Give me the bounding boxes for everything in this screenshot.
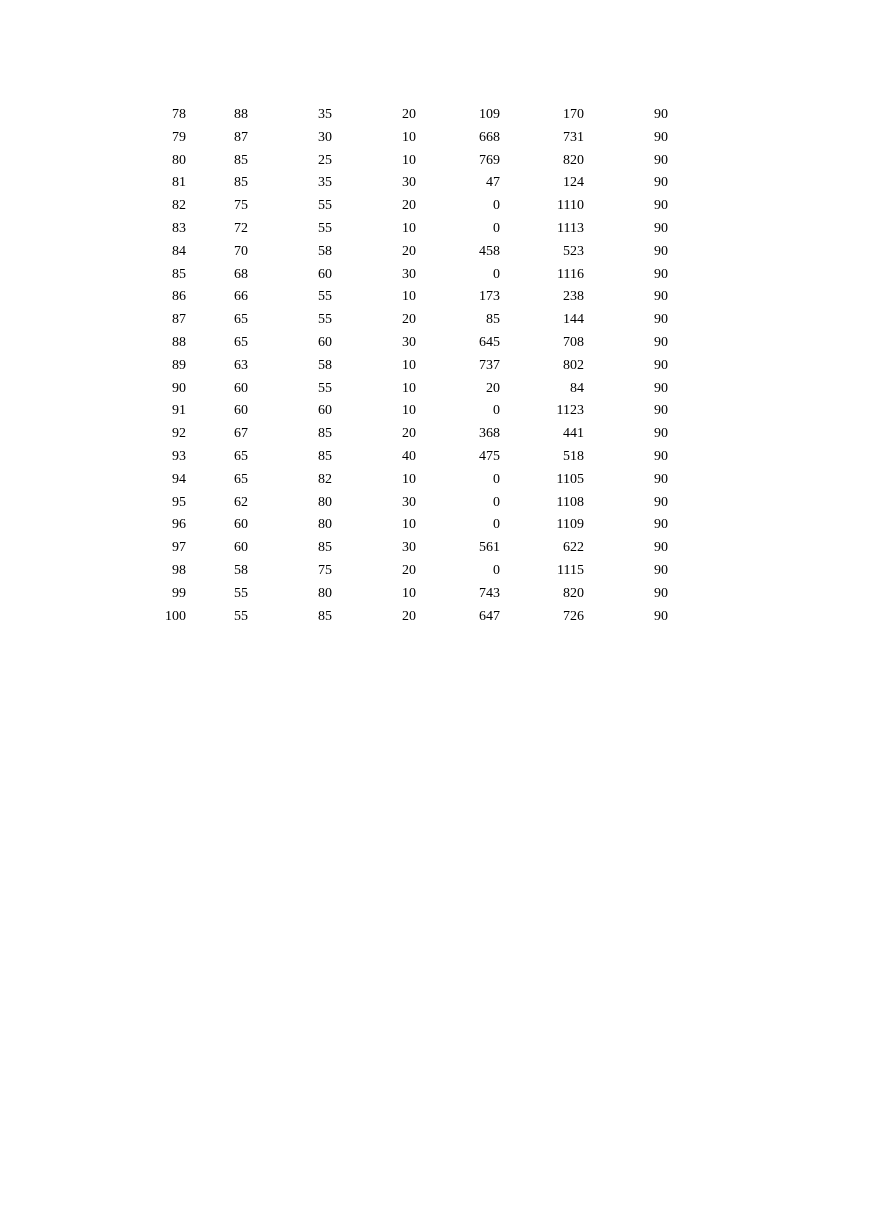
table-row bbox=[0, 355, 869, 378]
table-cell: 82 bbox=[172, 198, 186, 214]
table-cell: 90 bbox=[654, 175, 668, 191]
table-cell: 90 bbox=[654, 517, 668, 533]
table-cell: 10 bbox=[402, 129, 416, 145]
table-cell: 90 bbox=[654, 243, 668, 259]
table-cell: 82 bbox=[318, 471, 332, 487]
table-cell: 743 bbox=[479, 585, 500, 601]
table-cell: 94 bbox=[172, 471, 186, 487]
table-cell: 60 bbox=[234, 540, 248, 556]
table-cell: 70 bbox=[234, 243, 248, 259]
table-cell: 30 bbox=[402, 540, 416, 556]
table-row bbox=[0, 514, 869, 537]
table-cell: 80 bbox=[318, 585, 332, 601]
table-cell: 85 bbox=[318, 540, 332, 556]
table-cell: 90 bbox=[654, 357, 668, 373]
table-cell: 10 bbox=[402, 471, 416, 487]
table-cell: 58 bbox=[318, 243, 332, 259]
table-cell: 10 bbox=[402, 517, 416, 533]
table-cell: 98 bbox=[172, 562, 186, 578]
table-cell: 1113 bbox=[557, 220, 584, 236]
table-cell: 238 bbox=[563, 289, 584, 305]
table-cell: 60 bbox=[318, 403, 332, 419]
table-cell: 87 bbox=[172, 312, 186, 328]
table-cell: 0 bbox=[493, 198, 500, 214]
table-cell: 820 bbox=[563, 152, 584, 168]
table-cell: 84 bbox=[570, 380, 584, 396]
table-cell: 523 bbox=[563, 243, 584, 259]
table-cell: 35 bbox=[318, 107, 332, 122]
table-cell: 668 bbox=[479, 129, 500, 145]
table-row bbox=[0, 560, 869, 583]
table-cell: 96 bbox=[172, 517, 186, 533]
table-cell: 55 bbox=[318, 198, 332, 214]
table-cell: 0 bbox=[493, 562, 500, 578]
table-cell: 30 bbox=[402, 266, 416, 282]
data-table bbox=[0, 104, 869, 628]
table-cell: 124 bbox=[563, 175, 584, 191]
table-cell: 10 bbox=[402, 220, 416, 236]
table-cell: 802 bbox=[563, 357, 584, 373]
table-row bbox=[0, 583, 869, 606]
table-cell: 91 bbox=[172, 403, 186, 419]
table-cell: 368 bbox=[479, 426, 500, 442]
table-cell: 60 bbox=[234, 380, 248, 396]
table-cell: 20 bbox=[402, 608, 416, 624]
table-cell: 72 bbox=[234, 220, 248, 236]
table-cell: 170 bbox=[563, 107, 584, 122]
table-cell: 88 bbox=[234, 107, 248, 122]
table-cell: 458 bbox=[479, 243, 500, 259]
table-cell: 58 bbox=[318, 357, 332, 373]
table-cell: 20 bbox=[402, 243, 416, 259]
table-cell: 30 bbox=[318, 129, 332, 145]
table-cell: 65 bbox=[234, 312, 248, 328]
table-cell: 65 bbox=[234, 334, 248, 350]
table-cell: 90 bbox=[654, 448, 668, 464]
table-cell: 68 bbox=[234, 266, 248, 282]
table-cell: 67 bbox=[234, 426, 248, 442]
table-cell: 30 bbox=[402, 494, 416, 510]
table-cell: 90 bbox=[654, 220, 668, 236]
table-cell: 90 bbox=[654, 426, 668, 442]
table-cell: 10 bbox=[402, 380, 416, 396]
table-cell: 0 bbox=[493, 471, 500, 487]
table-cell: 55 bbox=[318, 380, 332, 396]
table-cell: 79 bbox=[172, 129, 186, 145]
table-cell: 85 bbox=[234, 152, 248, 168]
table-cell: 173 bbox=[479, 289, 500, 305]
table-cell: 90 bbox=[654, 289, 668, 305]
table-cell: 80 bbox=[318, 494, 332, 510]
table-cell: 1108 bbox=[556, 494, 584, 510]
table-cell: 81 bbox=[172, 175, 186, 191]
table-cell: 518 bbox=[563, 448, 584, 464]
table-cell: 90 bbox=[654, 380, 668, 396]
table-cell: 80 bbox=[172, 152, 186, 168]
table-cell: 60 bbox=[318, 334, 332, 350]
table-cell: 20 bbox=[402, 312, 416, 328]
table-cell: 75 bbox=[318, 562, 332, 578]
table-cell: 83 bbox=[172, 220, 186, 236]
table-cell: 80 bbox=[318, 517, 332, 533]
table-row bbox=[0, 332, 869, 355]
table-cell: 1105 bbox=[556, 471, 584, 487]
table-cell: 708 bbox=[563, 334, 584, 350]
table-cell: 0 bbox=[493, 266, 500, 282]
table-cell: 55 bbox=[318, 312, 332, 328]
table-row bbox=[0, 127, 869, 150]
table-cell: 10 bbox=[402, 357, 416, 373]
table-cell: 85 bbox=[318, 448, 332, 464]
table-cell: 1123 bbox=[556, 403, 584, 419]
table-cell: 78 bbox=[172, 107, 186, 122]
table-row bbox=[0, 241, 869, 264]
table-cell: 90 bbox=[654, 152, 668, 168]
table-cell: 20 bbox=[402, 198, 416, 214]
table-cell: 441 bbox=[563, 426, 584, 442]
table-cell: 62 bbox=[234, 494, 248, 510]
table-cell: 35 bbox=[318, 175, 332, 191]
table-cell: 737 bbox=[479, 357, 500, 373]
table-cell: 144 bbox=[563, 312, 584, 328]
table-cell: 55 bbox=[234, 585, 248, 601]
table-cell: 60 bbox=[234, 403, 248, 419]
table-cell: 55 bbox=[318, 289, 332, 305]
table-row bbox=[0, 195, 869, 218]
table-cell: 90 bbox=[654, 334, 668, 350]
table-cell: 90 bbox=[654, 107, 668, 122]
table-cell: 55 bbox=[318, 220, 332, 236]
table-cell: 10 bbox=[402, 152, 416, 168]
table-cell: 92 bbox=[172, 426, 186, 442]
table-cell: 90 bbox=[654, 585, 668, 601]
table-row bbox=[0, 469, 869, 492]
table-row bbox=[0, 309, 869, 332]
table-cell: 87 bbox=[234, 129, 248, 145]
table-row bbox=[0, 446, 869, 469]
table-row bbox=[0, 286, 869, 309]
table-cell: 90 bbox=[654, 198, 668, 214]
table-cell: 10 bbox=[402, 289, 416, 305]
table-cell: 20 bbox=[486, 380, 500, 396]
table-cell: 85 bbox=[318, 426, 332, 442]
table-cell: 109 bbox=[479, 107, 500, 122]
table-cell: 89 bbox=[172, 357, 186, 373]
table-cell: 731 bbox=[563, 129, 584, 145]
table-cell: 100 bbox=[165, 608, 186, 624]
table-row bbox=[0, 150, 869, 173]
table-cell: 97 bbox=[172, 540, 186, 556]
table-cell: 90 bbox=[654, 403, 668, 419]
table-cell: 75 bbox=[234, 198, 248, 214]
table-cell: 47 bbox=[486, 175, 500, 191]
table-cell: 25 bbox=[318, 152, 332, 168]
table-row bbox=[0, 423, 869, 446]
table-row bbox=[0, 378, 869, 401]
table-cell: 645 bbox=[479, 334, 500, 350]
table-cell: 99 bbox=[172, 585, 186, 601]
table-cell: 90 bbox=[654, 129, 668, 145]
table-cell: 20 bbox=[402, 562, 416, 578]
table-cell: 88 bbox=[172, 334, 186, 350]
table-cell: 0 bbox=[493, 403, 500, 419]
table-cell: 10 bbox=[402, 585, 416, 601]
table-row bbox=[0, 537, 869, 560]
table-cell: 95 bbox=[172, 494, 186, 510]
table-cell: 84 bbox=[172, 243, 186, 259]
table-row bbox=[0, 400, 869, 423]
table-cell: 20 bbox=[402, 107, 416, 122]
table-cell: 0 bbox=[493, 517, 500, 533]
table-cell: 561 bbox=[479, 540, 500, 556]
table-cell: 726 bbox=[563, 608, 584, 624]
table-cell: 0 bbox=[493, 494, 500, 510]
table-cell: 90 bbox=[654, 562, 668, 578]
table-cell: 622 bbox=[563, 540, 584, 556]
table-row bbox=[0, 104, 869, 127]
table-cell: 85 bbox=[318, 608, 332, 624]
table-cell: 475 bbox=[479, 448, 500, 464]
table-cell: 20 bbox=[402, 426, 416, 442]
table-cell: 30 bbox=[402, 175, 416, 191]
table-cell: 90 bbox=[654, 494, 668, 510]
table-cell: 65 bbox=[234, 471, 248, 487]
table-cell: 93 bbox=[172, 448, 186, 464]
table-cell: 85 bbox=[172, 266, 186, 282]
table-cell: 0 bbox=[493, 220, 500, 236]
table-cell: 90 bbox=[654, 540, 668, 556]
table-cell: 769 bbox=[479, 152, 500, 168]
table-row bbox=[0, 606, 869, 629]
table-cell: 60 bbox=[318, 266, 332, 282]
table-cell: 1116 bbox=[557, 266, 584, 282]
table-cell: 820 bbox=[563, 585, 584, 601]
table-cell: 66 bbox=[234, 289, 248, 305]
table-cell: 1109 bbox=[556, 517, 584, 533]
table-cell: 55 bbox=[234, 608, 248, 624]
table-cell: 60 bbox=[234, 517, 248, 533]
table-cell: 58 bbox=[234, 562, 248, 578]
table-cell: 30 bbox=[402, 334, 416, 350]
table-row bbox=[0, 264, 869, 287]
table-cell: 1110 bbox=[557, 198, 584, 214]
table-cell: 86 bbox=[172, 289, 186, 305]
table-cell: 85 bbox=[486, 312, 500, 328]
table-cell: 40 bbox=[402, 448, 416, 464]
table-cell: 90 bbox=[654, 266, 668, 282]
table-row bbox=[0, 172, 869, 195]
table-row bbox=[0, 492, 869, 515]
table-row bbox=[0, 218, 869, 241]
table-cell: 85 bbox=[234, 175, 248, 191]
table-cell: 90 bbox=[172, 380, 186, 396]
table-cell: 1115 bbox=[557, 562, 584, 578]
table-cell: 10 bbox=[402, 403, 416, 419]
table-cell: 90 bbox=[654, 312, 668, 328]
table-cell: 90 bbox=[654, 471, 668, 487]
table-cell: 647 bbox=[479, 608, 500, 624]
table-cell: 63 bbox=[234, 357, 248, 373]
table-cell: 65 bbox=[234, 448, 248, 464]
table-cell: 90 bbox=[654, 608, 668, 624]
